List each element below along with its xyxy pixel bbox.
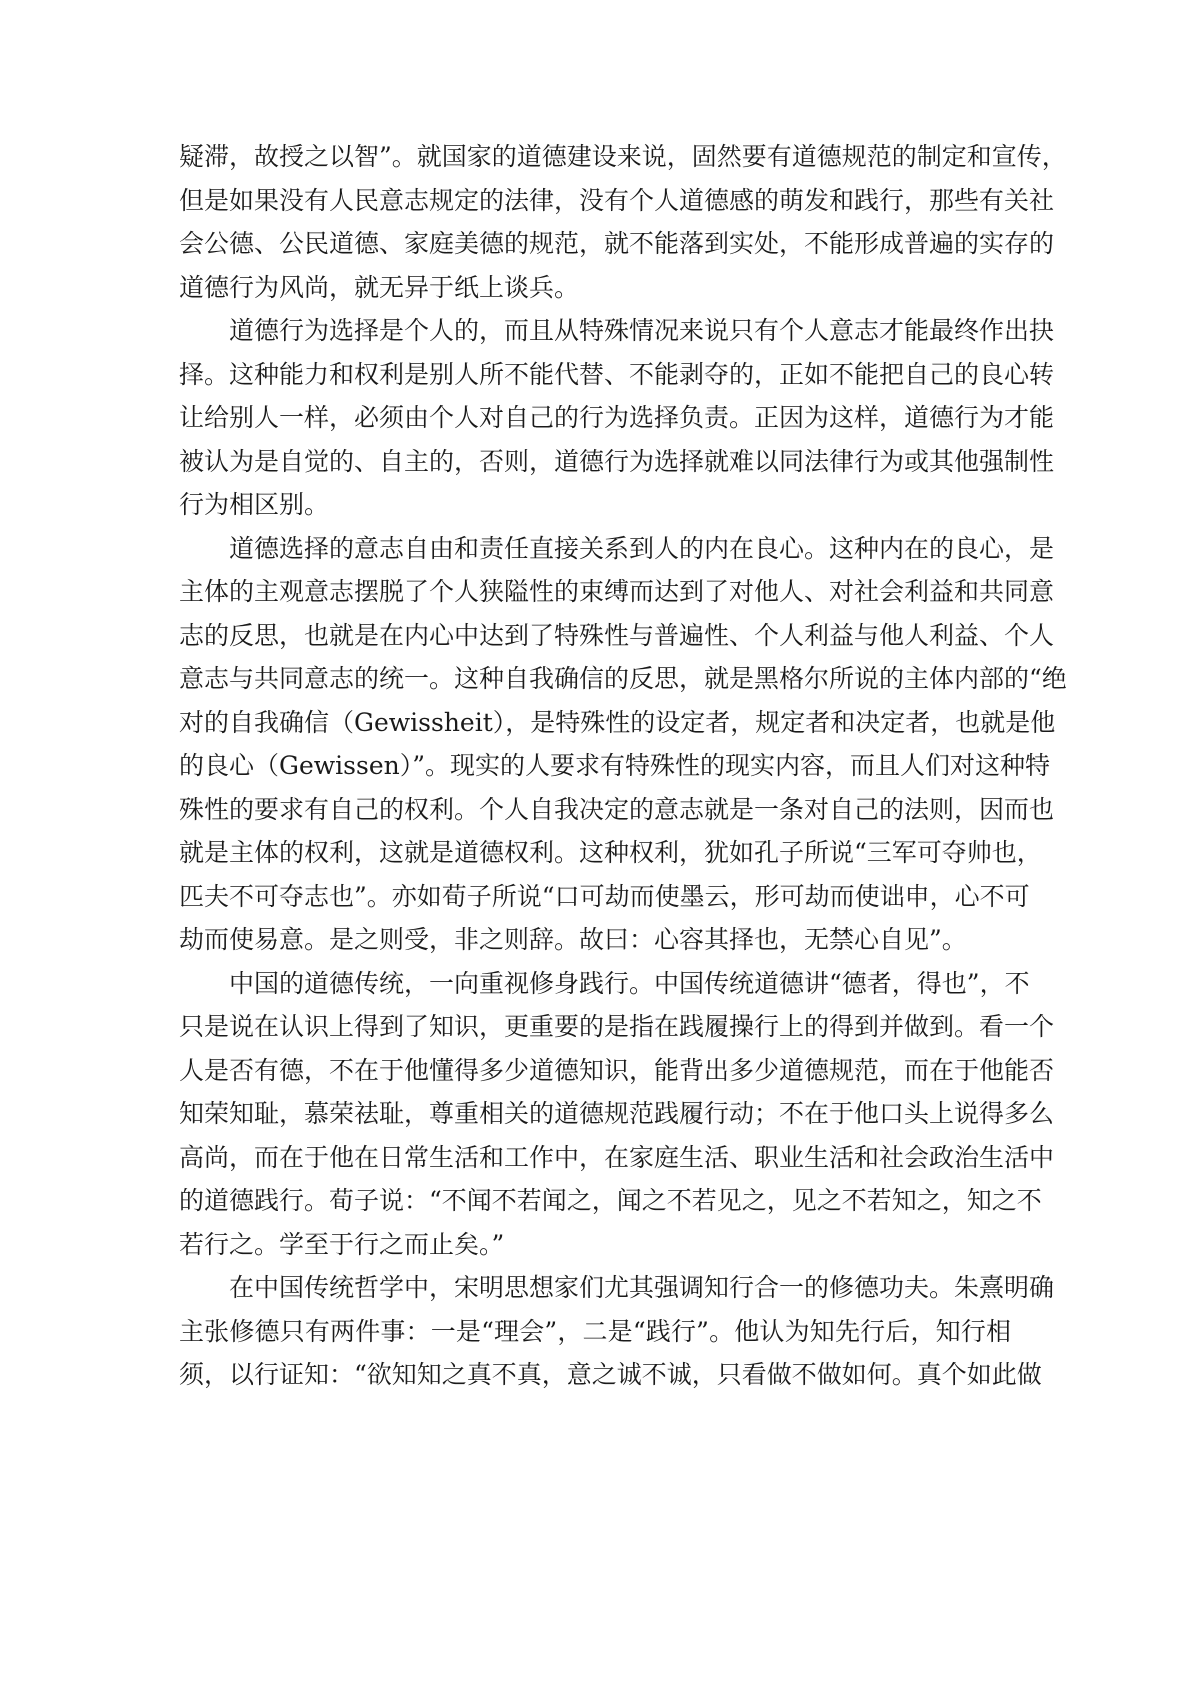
text-line: 主体的主观意志摆脱了个人狭隘性的束缚而达到了对他人、对社会利益和共同意 <box>179 577 1055 606</box>
paragraph <box>179 1266 1055 1397</box>
text-line: 中国的道德传统，一向重视修身践行。中国传统道德讲“德者，得也”，不 <box>229 968 1030 998</box>
text-line: 须，以行证知：“欲知知之真不真，意之诚不诚，只看做不做如何。真个如此做 <box>179 1360 1042 1389</box>
text-line: 的良心（Gewissen）”。现实的人要求有特殊性的现实内容，而且人们对这种特 <box>179 751 1050 780</box>
text-line: 意志与共同意志的统一。这种自我确信的反思，就是黑格尔所说的主体内部的“绝 <box>179 664 1067 693</box>
text-line: 道德行为风尚，就无异于纸上谈兵。 <box>179 272 580 302</box>
text-line: 对的自我确信（Gewissheit），是特殊性的设定者，规定者和决定者，也就是他 <box>179 707 1056 737</box>
text-line: 殊性的要求有自己的权利。个人自我决定的意志就是一条对自己的法则，因而也 <box>179 794 1055 824</box>
paragraph <box>179 135 1067 309</box>
paragraph <box>179 309 1055 527</box>
text-line: 若行之。学至于行之而止矣。” <box>179 1229 505 1259</box>
text-line: 匹夫不可夺志也”。亦如荀子所说“口可劫而使墨云，形可劫而使诎申，心不可 <box>179 881 1030 911</box>
text-line: 道德选择的意志自由和责任直接关系到人的内在良心。这种内在的良心，是 <box>229 533 1055 563</box>
text-line: 主张修德只有两件事：一是“理会”，二是“践行”。他认为知先行后，知行相 <box>179 1316 1011 1346</box>
text-line: 高尚，而在于他在日常生活和工作中，在家庭生活、职业生活和社会政治生活中 <box>179 1142 1055 1172</box>
text-line: 择。这种能力和权利是别人所不能代替、不能剥夺的，正如不能把自己的良心转 <box>179 359 1055 389</box>
text-line: 知荣知耻，慕荣祛耻，尊重相关的道德规范践履行动；不在于他口头上说得多么 <box>179 1099 1055 1128</box>
text-line: 但是如果没有人民意志规定的法律，没有个人道德感的萌发和践行，那些有关社 <box>179 185 1055 215</box>
text-line: 被认为是自觉的、自主的，否则，道德行为选择就难以同法律行为或其他强制性 <box>179 446 1055 476</box>
text-line: 就是主体的权利，这就是道德权利。这种权利，犹如孔子所说“三军可夺帅也， <box>179 838 1042 867</box>
text-line: 让给别人一样，必须由个人对自己的行为选择负责。正因为这样，道德行为才能 <box>179 403 1055 432</box>
text-line: 行为相区别。 <box>179 490 330 519</box>
text-line: 会公德、公民道德、家庭美德的规范，就不能落到实处，不能形成普遍的实存的 <box>179 229 1055 258</box>
body-text <box>179 135 1067 1397</box>
text-line: 只是说在认识上得到了知识，更重要的是指在践履操行上的得到并做到。看一个 <box>179 1012 1055 1041</box>
text-line: 的道德践行。荀子说：“不闻不若闻之，闻之不若见之，见之不若知之，知之不 <box>179 1186 1042 1215</box>
text-line: 道德行为选择是个人的，而且从特殊情况来说只有个人意志才能最终作出抉 <box>229 316 1055 345</box>
paragraph <box>179 527 1067 962</box>
text-line: 人是否有德，不在于他懂得多少道德知识，能背出多少道德规范，而在于他能否 <box>179 1055 1055 1085</box>
text-line: 疑滞，故授之以智”。就国家的道德建设来说，固然要有道德规范的制定和宣传， <box>179 142 1067 171</box>
text-line: 志的反思，也就是在内心中达到了特殊性与普遍性、个人利益与他人利益、个人 <box>179 620 1055 650</box>
text-line: 在中国传统哲学中，宋明思想家们尤其强调知行合一的修德功夫。朱熹明确 <box>229 1273 1055 1302</box>
paragraph <box>179 962 1055 1267</box>
text-line: 劫而使易意。是之则受，非之则辞。故曰：心容其择也，无禁心自见”。 <box>179 925 967 954</box>
